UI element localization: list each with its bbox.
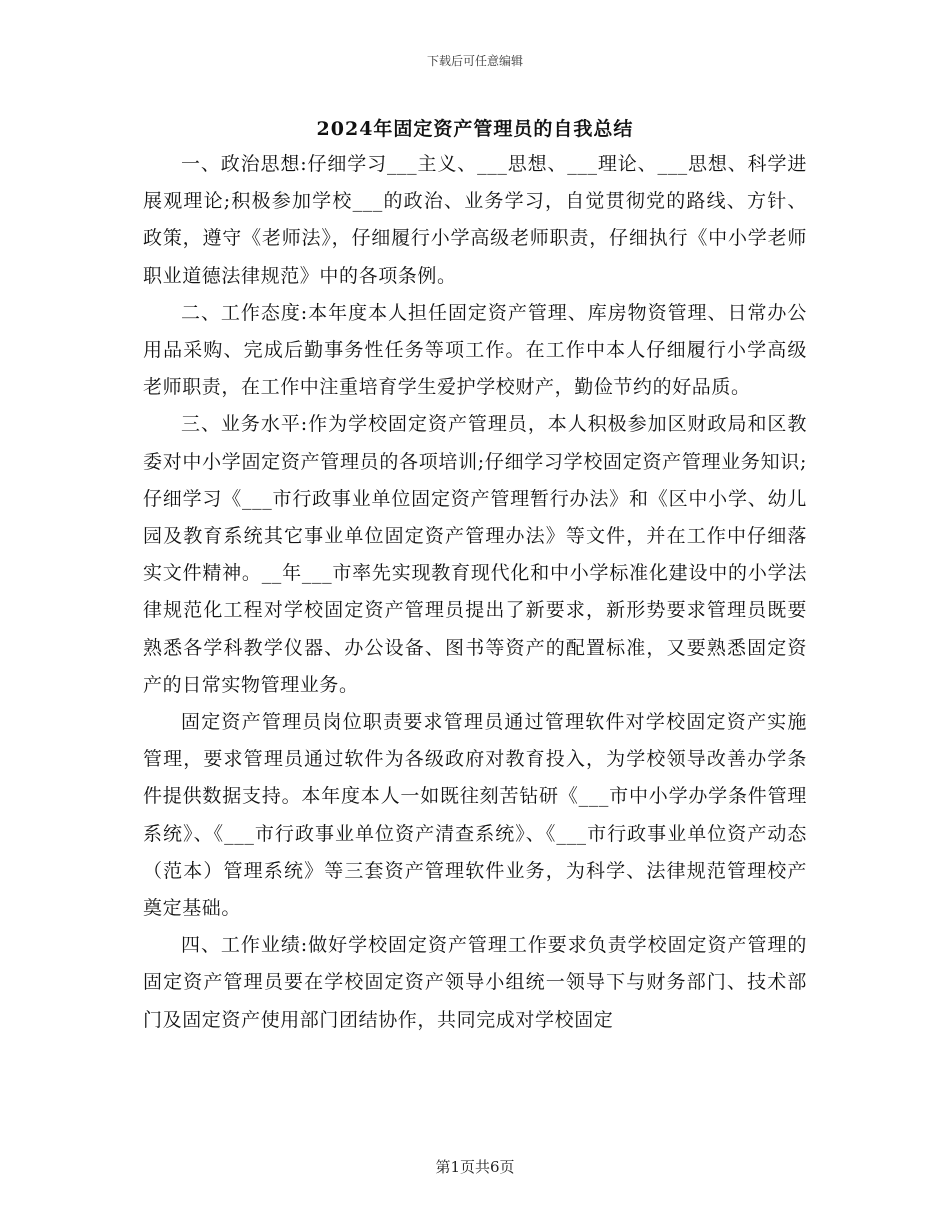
paragraph-job-duties: 固定资产管理员岗位职责要求管理员通过管理软件对学校固定资产实施管理，要求管理员通过软件为各级政府对教育投入，为学校领导改善办学条件提供数据支持。本年度本人一如既往刻苦钻研《___市中小学办学条件管理系统》、《___市行政事业单位资产清查系统》、《___市行政事业单位资产动态（范本）管理系统》等三套资产管理软件业务，为科学、法律规范管理校产奠定基础。 [143, 711, 807, 920]
paragraph-work-attitude: 二、工作态度:本年度本人担任固定资产管理、库房物资管理、日常办公用品采购、完成后勤事务性任务等项工作。在工作中本人仔细履行小学高级老师职责，在工作中注重培育学生爱护学校财产，勤俭节约的好品质。 [143, 301, 807, 399]
paragraph-political-thought: 一、政治思想:仔细学习___主义、___思想、___理论、___思想、科学进展观理论;积极参加学校___的政治、业务学习，自觉贯彻党的路线、方针、政策，遵守《老师法》，仔细履行小学高级老师职责，仔细执行《中小学老师职业道德法律规范》中的各项条例。 [143, 153, 807, 287]
paragraph-work-performance: 四、工作业绩:做好学校固定资产管理工作要求负责学校固定资产管理的固定资产管理员要在学校固定资产领导小组统一领导下与财务部门、技术部门及固定资产使用部门团结协作，共同完成对学校固定 [143, 934, 807, 1031]
document-body [143, 146, 807, 1039]
header-note: 下载后可任意编辑 [426, 54, 523, 68]
page-number-footer: 第1页共6页 [435, 1158, 515, 1176]
document-title: 2024年固定资产管理员的自我总结 [316, 118, 634, 140]
paragraph-business-level: 三、业务水平:作为学校固定资产管理员，本人积极参加区财政局和区教委对中小学固定资产管理员的各项培训;仔细学习学校固定资产管理业务知识;仔细学习《___市行政事业单位固定资产管理暂行办法》和《区中小学、幼儿园及教育系统其它事业单位固定资产管理办法》等文件，并在工作中仔细落实文件精神。__年___市率先实现教育现代化和中小学标准化建设中的小学法律规范化工程对学校固定资产管理员提出了新要求，新形势要求管理员既要熟悉各学科教学仪器、办公设备、图书等资产的配置标准，又要熟悉固定资产的日常实物管理业务。 [143, 413, 807, 696]
